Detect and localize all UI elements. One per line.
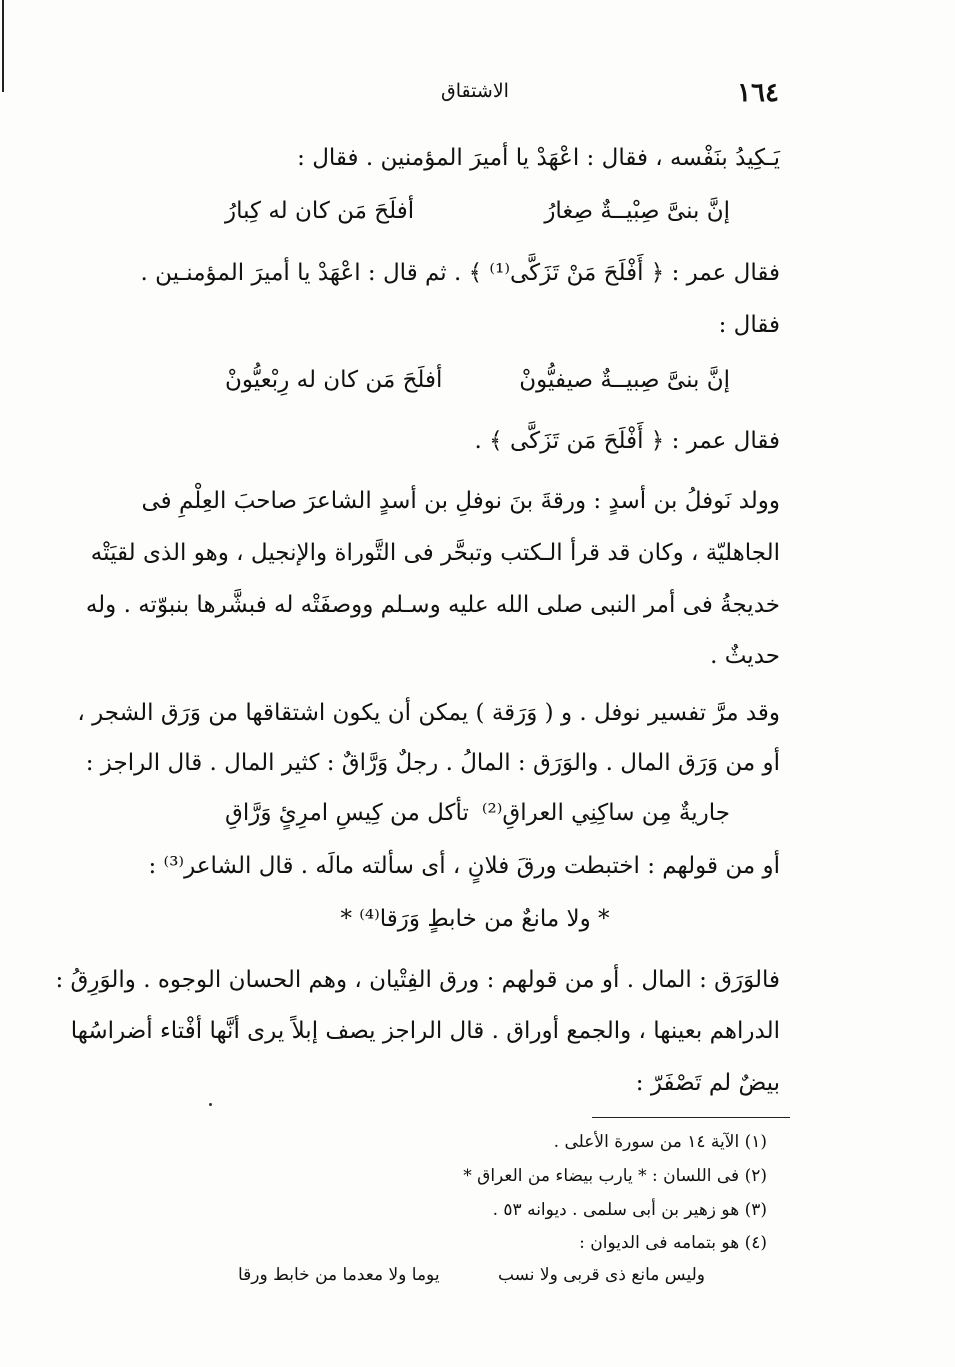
footnote-separator <box>592 1117 790 1118</box>
paragraph-line: خديجةُ فى أمر النبى صلى الله عليه وسـلم ووصفَتْه له فبشَّرها بنبوّته . وله <box>85 592 780 618</box>
paragraph-line: أو من قولهم : اختبطت ورقَ فلانٍ ، أى سألته مالَه . قال الشاعر⁽³⁾ : <box>148 853 780 879</box>
verse-hemistich-left: أفلَحَ مَن كان له كِبارُ <box>225 198 415 224</box>
margin-rule <box>2 0 4 92</box>
verse-hemistich-left: تأكل من كِيسِ امرِئٍ وَرَّاقِ <box>225 800 469 826</box>
footnote: (٢) فى اللسان : * يارب بيضاء من العراق * <box>463 1166 767 1186</box>
verse-hemistich-right: إنَّ بنىَّ صِبيــةٌ صيفيُّونْ <box>519 367 730 393</box>
paragraph-line: وقد مرَّ تفسير نوفل . و ( وَرَقة ) يمكن أن يكون اشتقاقها من وَرَق الشجر ، <box>77 700 780 726</box>
paragraph-line: أو من وَرَق المال . والوَرَق : المالُ . رجلٌ وَرَّاقٌ : كثير المال . قال الراجز : <box>85 750 780 776</box>
footnote-verse-left: يوما ولا معدما من خابط ورقا <box>238 1265 440 1285</box>
footnote: (١) الآية ١٤ من سورة الأعلى . <box>553 1132 767 1152</box>
body-line: فقال عمر : ﴿ أَفْلَحَ مَنْ تَزَكَّى⁽¹⁾ ﴾ . ثم قال : اعْهَدْ يا أميرَ المؤمنـين . <box>140 260 780 286</box>
body-line: فقال عمر : ﴿ أَفْلَحَ مَن تَزَكَّى ﴾ . <box>474 428 780 454</box>
body-line: يَـكِيدُ بنَفْسه ، فقال : اعْهَدْ يا أميرَ المؤمنين . فقال : <box>297 145 780 171</box>
running-title: الاشتقاق <box>441 80 509 102</box>
ink-speck <box>209 1103 212 1106</box>
paragraph-line: الدراهم بعينها ، والجمع أوراق . قال الراجز يصف إبلاً يرى أنَّها أفْتاء أضراسُها <box>70 1018 780 1044</box>
paragraph-line: حديثٌ . <box>710 643 780 669</box>
verse-hemistich-left: أفلَحَ مَن كان له رِبْعيُّونْ <box>225 367 443 393</box>
verse-hemistich-right: جاريةٌ مِن ساكِنِي العراقِ⁽²⁾ <box>481 800 730 826</box>
footnote: (٤) هو بتمامه فى الديوان : <box>579 1233 767 1253</box>
paragraph-line: بيضٌ لم تَصْفَرّ : <box>635 1070 780 1096</box>
paragraph-line: فالوَرَق : المال . أو من قولهم : ورق الفِتْيان ، وهم الحسان الوجوه . والوَرِقُ : <box>55 967 780 993</box>
body-line: فقال : <box>718 312 780 338</box>
verse-hemistich-right: إنَّ بنىَّ صِبْيــةٌ صِغارُ <box>544 198 730 224</box>
footnote: (٣) هو زهير بن أبى سلمى . ديوانه ٥٣ . <box>492 1200 767 1220</box>
half-verse: * ولا مانعٌ من خابطٍ وَرَقا⁽⁴⁾ * <box>340 906 610 932</box>
paragraph-line: وولد نَوفلُ بن أسدٍ : ورقةَ بنَ نوفلِ بن أسدٍ الشاعرَ صاحبَ العِلْمِ فى <box>141 488 780 514</box>
page-number: ١٦٤ <box>737 78 779 108</box>
paragraph-line: الجاهليّة ، وكان قد قرأ الـكتب وتبحَّر فى التَّوراة والإنجيل ، وهو الذى لقيَتْه <box>90 540 780 566</box>
footnote-verse-right: وليس مانع ذى قربى ولا نسب <box>497 1265 705 1285</box>
